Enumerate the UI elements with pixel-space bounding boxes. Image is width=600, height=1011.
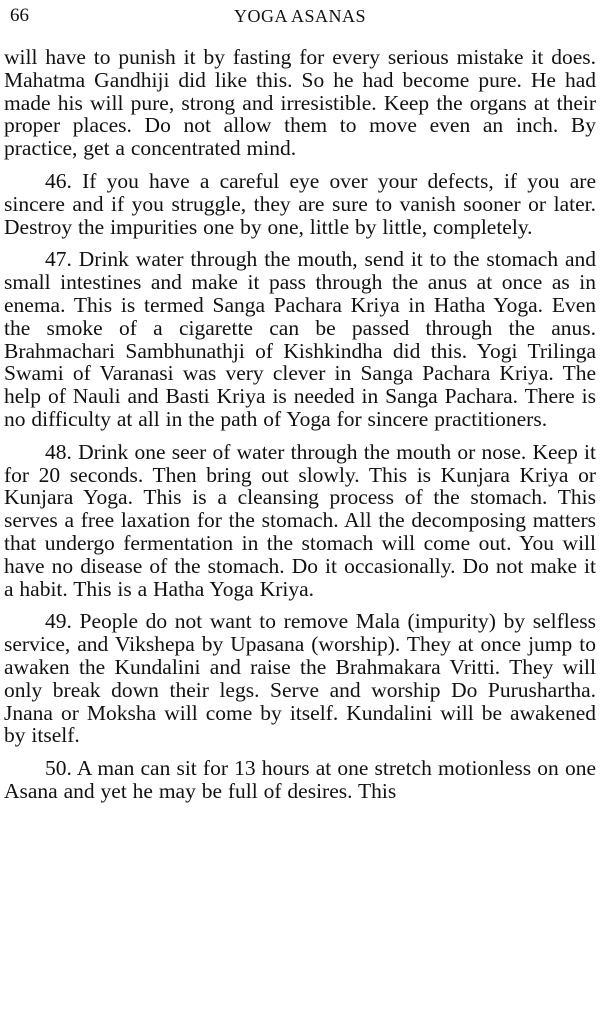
paragraph-48: 48. Drink one seer of water through the mouth or nose. Keep it for 20 seconds. Then bring out slowly. This is Kunjara Kriya or Kunjara Yoga. This is a cleansing process of the stomach. This serves a free laxation for the stomach. All the decomposing matters that undergo fermentation in the stomach will come out. You will have no disease of the stomach. Do it occasionally. Do not make it a habit. This is a Hatha Yoga Kriya.: [4, 439, 596, 601]
page-number: 66: [10, 5, 29, 26]
running-head: [4, 0, 596, 32]
paragraph-50: 50. A man can sit for 13 hours at one stretch motionless on one Asana and yet he may be full of desires. This: [4, 756, 596, 803]
paragraph-continued: will have to punish it by fasting for every serious mistake it does. Mahatma Gandhiji did like this. So he had become pure. He had made his will pure, strong and irresistible. Keep the organs at their proper places. Do not allow them to move even an inch. By practice, get a concentrated mind.: [4, 45, 596, 161]
paragraph-49: 49. People do not want to remove Mala (impurity) by selfless service, and Vikshepa by Upasana (worship). They at once jump to awaken the Kundalini and raise the Brahmakara Vritti. They will only break down their legs. Serve and worship Do Purushartha. Jnana or Moksha will come by itself. Kundalini will be awakened by itself.: [4, 609, 596, 748]
paragraph-46: 46. If you have a careful eye over your defects, if you are sincere and if you struggle, they are sure to vanish sooner or later. Destroy the impurities one by one, little by little, completely.: [4, 168, 596, 239]
running-title: YOGA ASANAS: [233, 6, 367, 26]
paragraph-47: 47. Drink water through the mouth, send it to the stomach and small intestines and make it pass through the anus at once as in enema. This is termed Sanga Pachara Kriya in Hatha Yoga. Even the smoke of a cigarette can be passed through the anus. Brahmachari Sambhunathji of Kishkindha did this. Yogi Trilinga Swami of Varanasi was very clever in Sanga Pachara Kriya. The help of Nauli and Basti Kriya is needed in Sanga Pachara. There is no difficulty at all in the path of Yoga for sincere practitioners.: [4, 247, 596, 431]
body-text: [4, 46, 596, 803]
